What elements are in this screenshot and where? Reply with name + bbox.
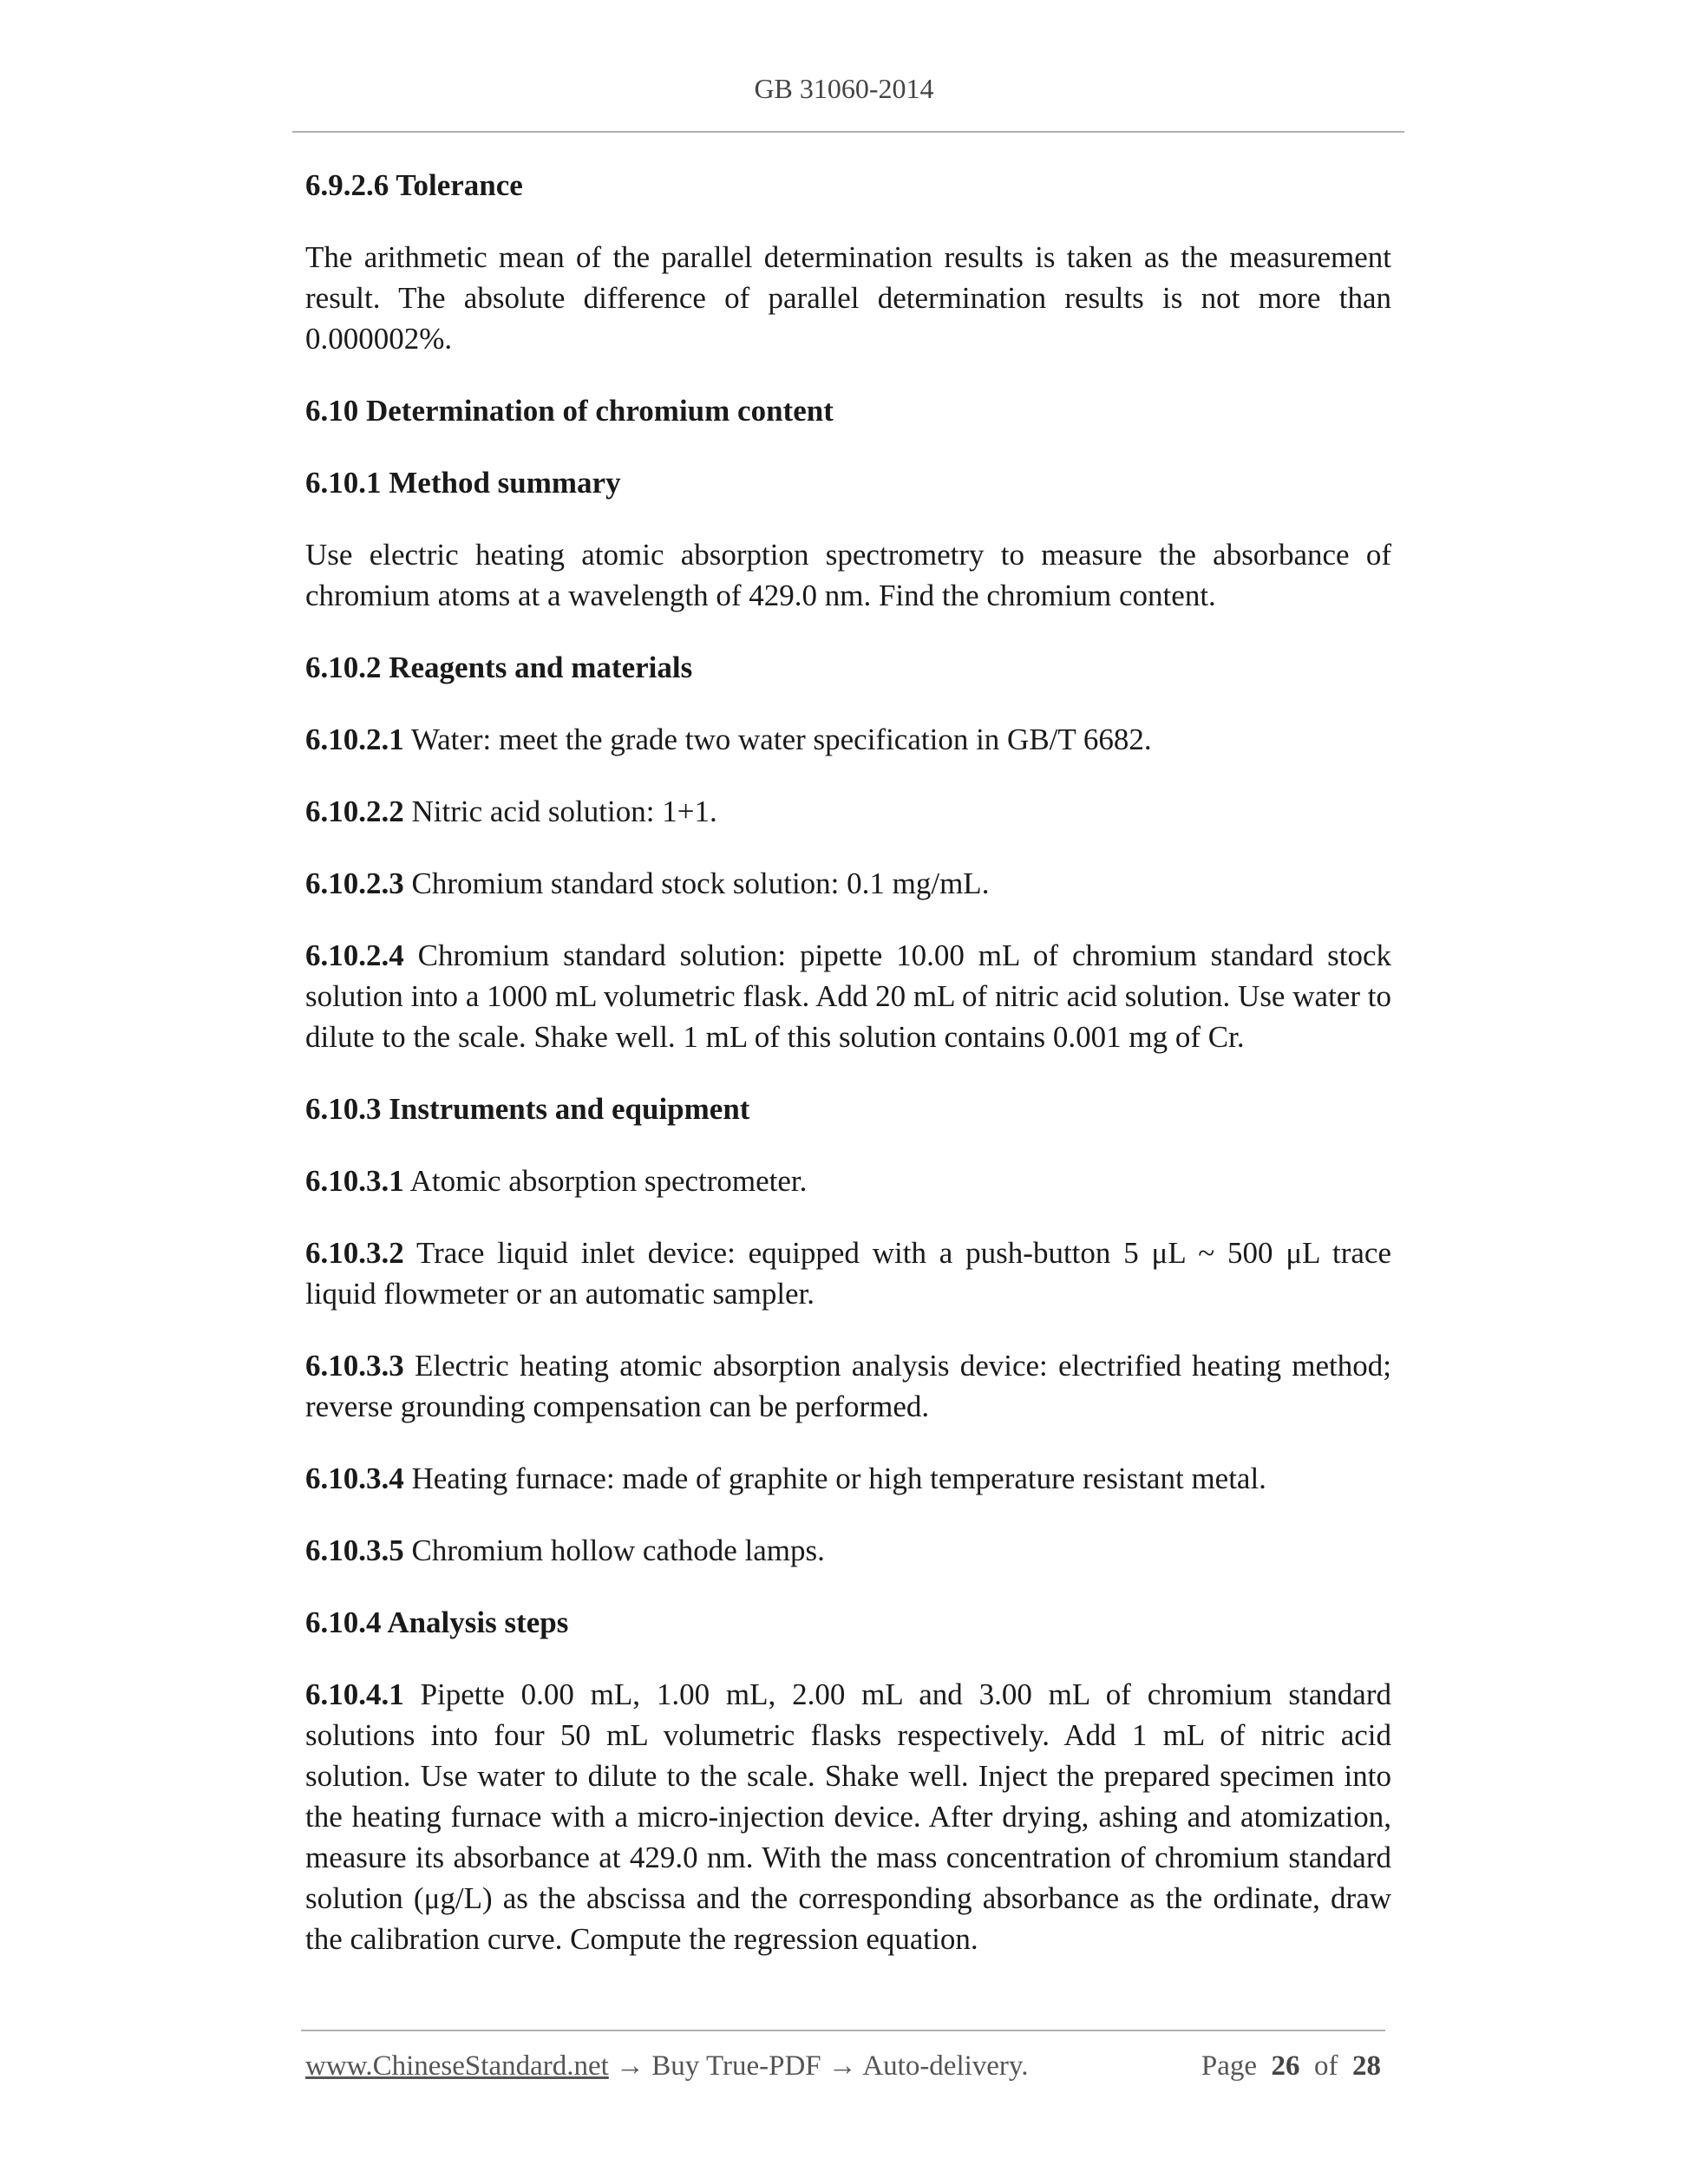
section-heading: 6.10.1 Method summary (305, 466, 621, 500)
delivery-text: Auto-delivery. (862, 2050, 1029, 2082)
footer-promo (305, 2050, 1029, 2083)
clause-number: 6.10.2.4 (305, 938, 404, 972)
clause-item (305, 863, 1391, 904)
section-heading: 6.10.4 Analysis steps (305, 1605, 569, 1639)
clause-text: Heating furnace: made of graphite or high temperature resistant metal. (411, 1461, 1266, 1495)
section-heading: 6.10 Determination of chromium content (305, 394, 834, 428)
clause-item (305, 791, 1391, 832)
clause-number: 6.10.3.5 (305, 1533, 404, 1567)
clause-item (305, 719, 1391, 760)
page-total: 28 (1352, 2050, 1381, 2082)
section-heading: 6.10.2 Reagents and materials (305, 651, 693, 684)
page-label: Page (1201, 2050, 1257, 2082)
of-label: of (1314, 2050, 1338, 2082)
arrow-right-icon: → (616, 2050, 645, 2082)
clause-item (305, 1458, 1391, 1499)
clause-text: Chromium standard solution: pipette 10.00 mL of chromium standard stock solution into a 1000 mL volumetric flask. Add 20 mL of nitric acid solution. Use water to dilute to the scale. Shake well. 1 mL of this solution contains 0.001 mg of Cr. (305, 938, 1391, 1054)
clause-item (305, 1674, 1391, 1959)
clause-text: Atomic absorption spectrometer. (409, 1164, 808, 1198)
clause-item (305, 1345, 1391, 1427)
clause-item (305, 1530, 1391, 1571)
clause-item (305, 935, 1391, 1057)
clause-text: Pipette 0.00 mL, 1.00 mL, 2.00 mL and 3.00 mL of chromium standard solutions into four 50 mL volumetric flasks respectively. Add 1 mL of nitric acid solution. Use water to dilute to the scale. Shake well. Inject the prepared specimen into the heating furnace with a micro-injection device. After drying, ashing and atomization, measure its absorbance at 429.0 nm. With the mass concentration of chromium standard solution (μg/L) as the abscissa and the corresponding absorbance as the ordinate, draw the calibration curve. Compute the regression equation. (305, 1677, 1392, 1956)
footer-divider (301, 2030, 1385, 2031)
clause-item (305, 1161, 1391, 1201)
page-indicator (1201, 2050, 1381, 2083)
clause-text: Chromium standard stock solution: 0.1 mg/mL. (411, 866, 990, 900)
clause-number: 6.10.2.2 (305, 794, 404, 828)
clause-number: 6.10.3.1 (305, 1164, 404, 1198)
clause-number: 6.10.2.3 (305, 866, 404, 900)
clause-text: Nitric acid solution: 1+1. (411, 794, 717, 828)
section-heading: 6.10.3 Instruments and equipment (305, 1092, 750, 1126)
header-divider (292, 131, 1404, 133)
buy-pdf-text: Buy True-PDF (651, 2050, 821, 2082)
arrow-right-icon: → (828, 2050, 857, 2082)
website-link[interactable]: www.ChineseStandard.net (305, 2050, 609, 2082)
paragraph: Use electric heating atomic absorption spectrometry to measure the absorbance of chromium atoms at a wavelength of 429.0 nm. Find the chromium content. (305, 538, 1391, 612)
clause-text: Electric heating atomic absorption analysis device: electrified heating method; reverse grounding compensation can be performed. (305, 1349, 1392, 1423)
clause-number: 6.10.2.1 (305, 723, 404, 756)
page-footer (305, 2050, 1381, 2089)
clause-number: 6.10.3.3 (305, 1349, 404, 1383)
paragraph: The arithmetic mean of the parallel determination results is taken as the measurement result. The absolute difference of parallel determination results is not more than 0.000002%. (305, 240, 1391, 356)
clause-number: 6.10.3.2 (305, 1236, 404, 1270)
clause-number: 6.10.4.1 (305, 1677, 404, 1711)
clause-text: Chromium hollow cathode lamps. (411, 1533, 825, 1567)
clause-number: 6.10.3.4 (305, 1461, 404, 1495)
clause-item (305, 1233, 1391, 1314)
section-heading: 6.9.2.6 Tolerance (305, 168, 523, 202)
page-header: GB 31060-2014 (754, 73, 934, 104)
clause-text: Trace liquid inlet device: equipped with a push-button 5 μL ~ 500 μL trace liquid flowmeter or an automatic sampler. (305, 1236, 1391, 1311)
document-body (305, 165, 1391, 1991)
clause-text: Water: meet the grade two water specification in GB/T 6682. (410, 723, 1152, 756)
page-number: 26 (1271, 2050, 1300, 2082)
